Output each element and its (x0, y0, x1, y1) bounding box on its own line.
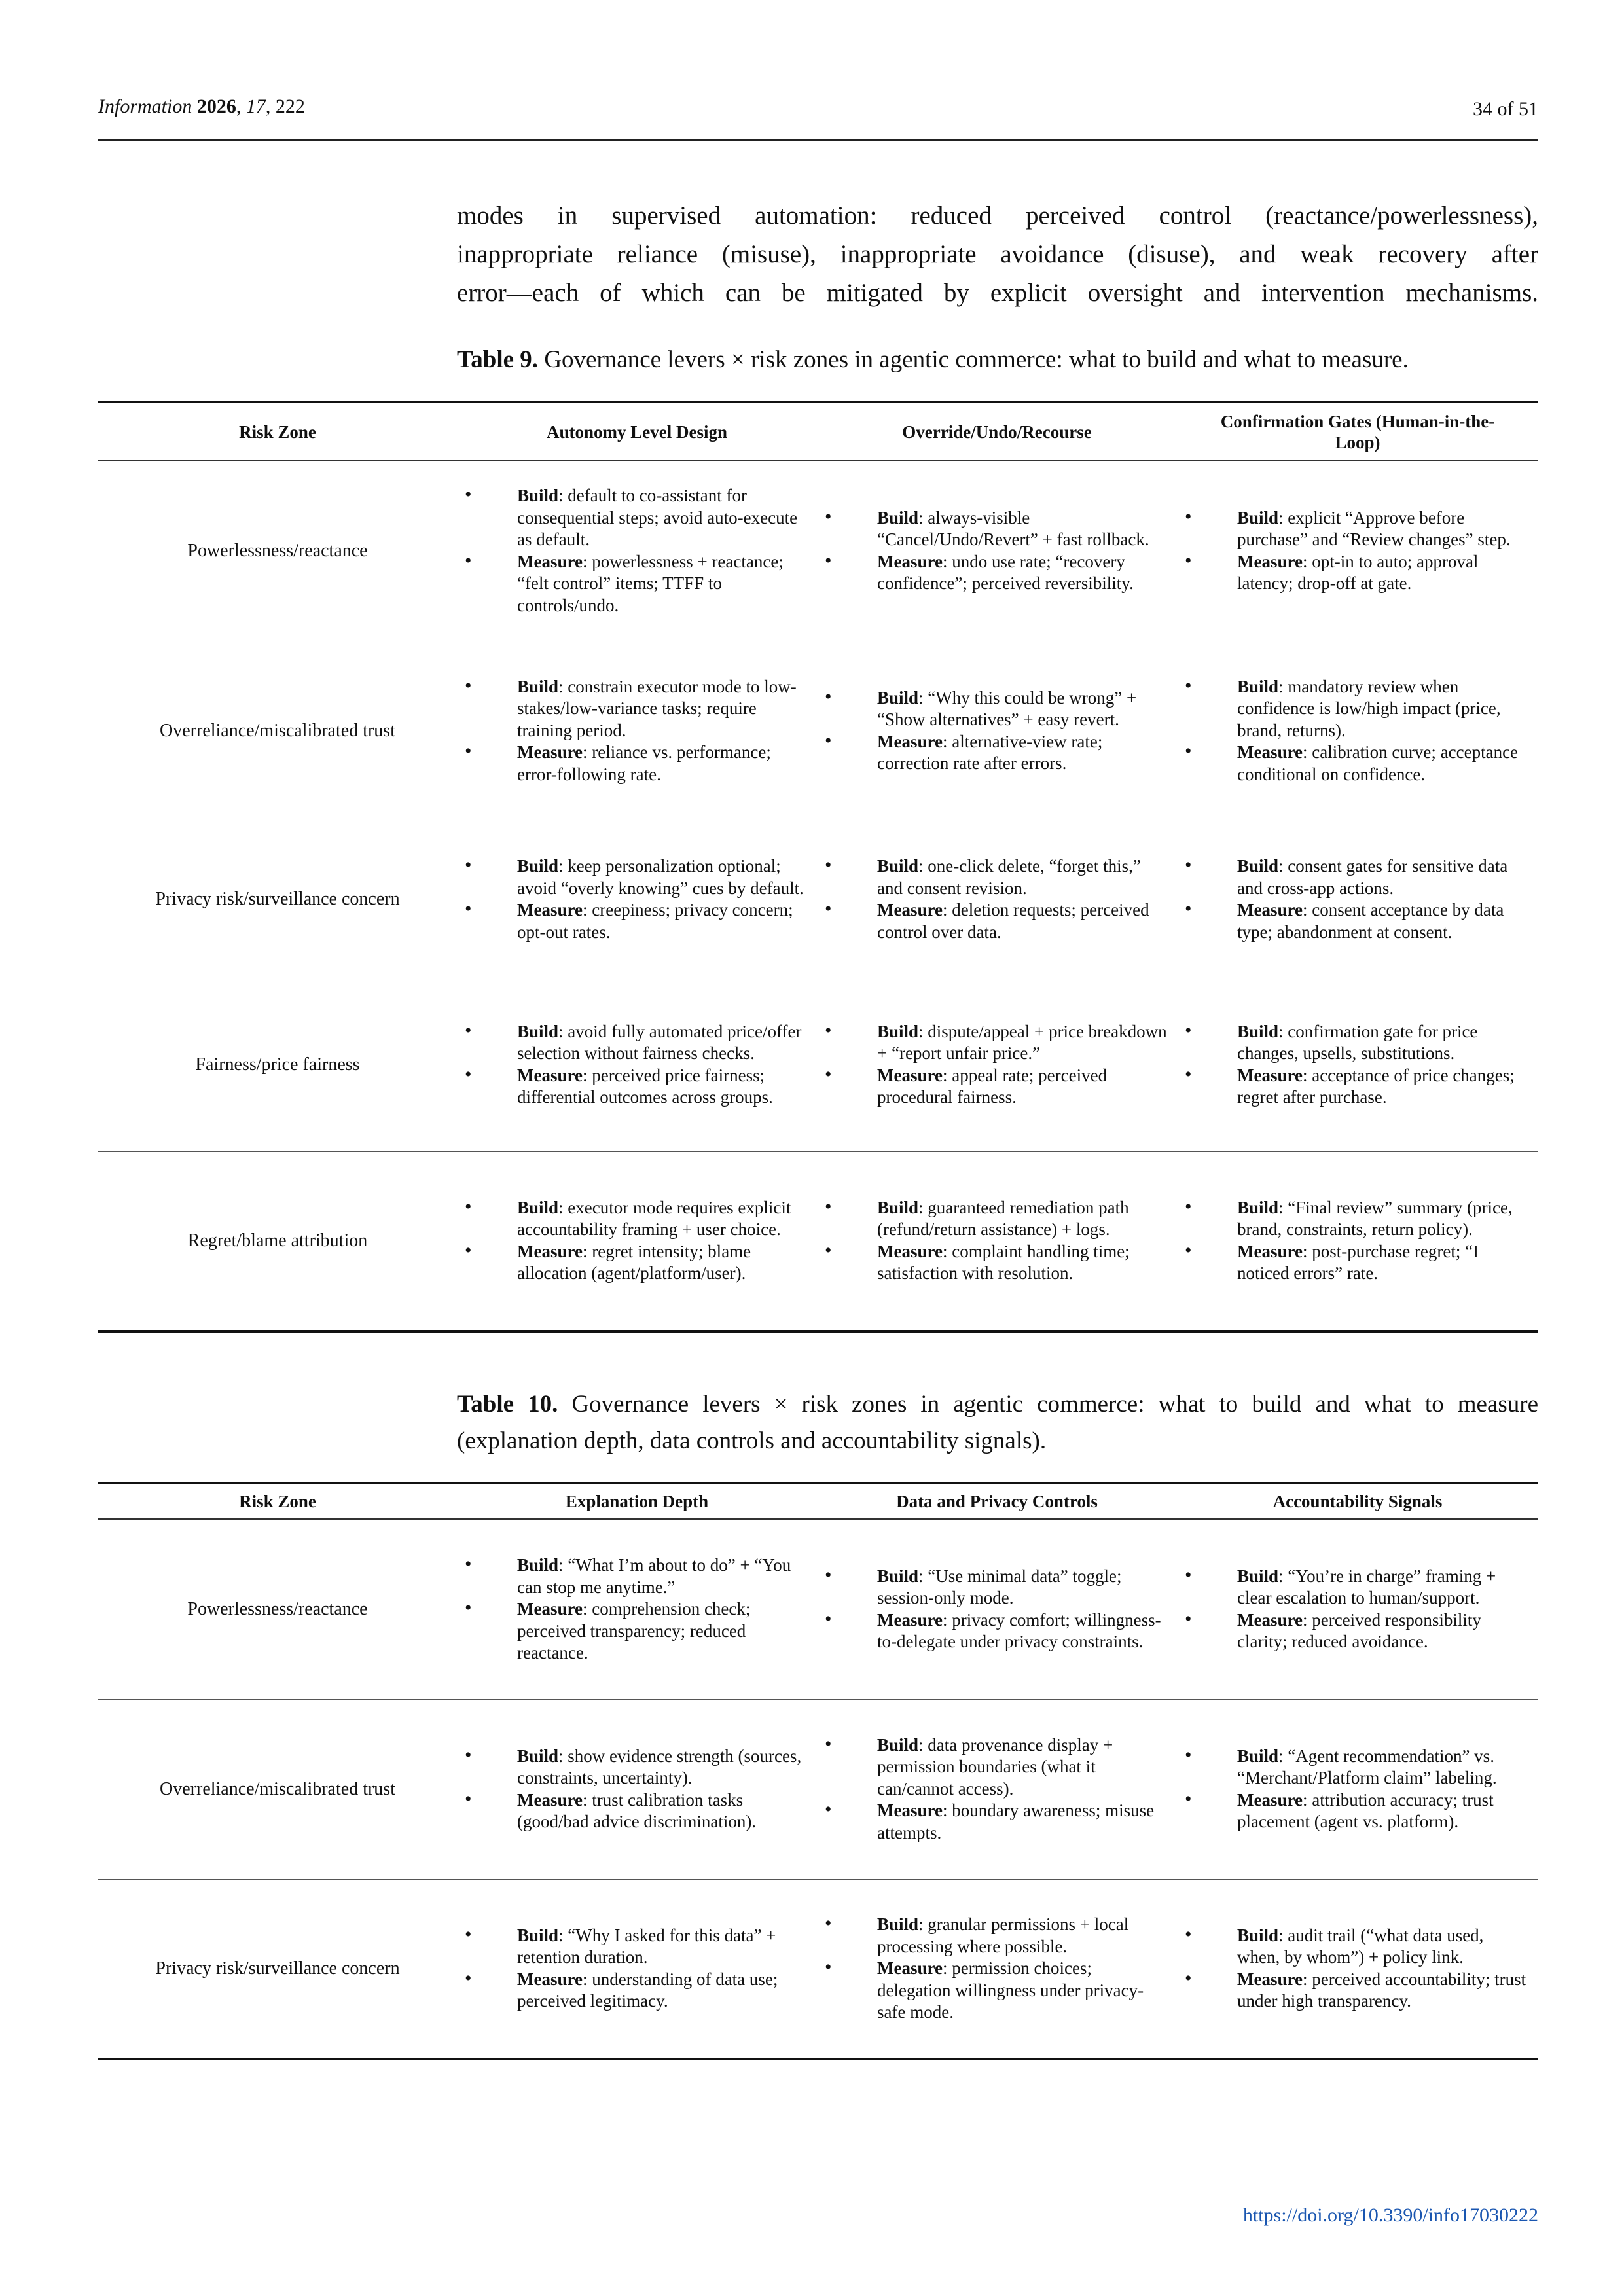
bullet-text: : acceptance of price changes; regret after purchase. (1237, 1065, 1515, 1107)
bullet-list (1185, 1566, 1530, 1653)
bullet-text: : guaranteed remediation path (refund/return assistance) + logs. (877, 1197, 1129, 1240)
table-cell (457, 461, 817, 641)
bullet-keyword: Build (1237, 856, 1279, 876)
table-cell (457, 641, 817, 821)
bullet-text: : dispute/appeal + price breakdown + “report unfair price.” (877, 1021, 1167, 1063)
bullet-text: : privacy comfort; willingness-to-delegate under privacy constraints. (877, 1609, 1161, 1652)
table9-header-row (98, 402, 1538, 461)
bullet-text: : comprehension check; perceived transparency; reduced reactance. (517, 1599, 751, 1662)
bullet-list (825, 1566, 1169, 1653)
table9-label: Table 9. (457, 346, 539, 373)
bullet-item (465, 1598, 809, 1664)
bullet-text: : constrain executor mode to low-stakes/low-variance tasks; require training period. (517, 676, 797, 740)
bullet-list (1185, 1197, 1530, 1285)
bullet-keyword: Build (877, 1914, 919, 1934)
bullet-item (825, 1609, 1169, 1653)
bullet-list (465, 1554, 809, 1664)
bullet-text: : data provenance display + permission boundaries (what it can/cannot access). (877, 1734, 1113, 1799)
table-cell (1177, 641, 1538, 821)
bullet-item (1185, 1241, 1530, 1285)
bullet-item (1185, 1021, 1530, 1065)
bullet-item (825, 1958, 1169, 2024)
bullet-item (1185, 1065, 1530, 1109)
bullet-keyword: Measure (517, 1789, 583, 1810)
bullet-keyword: Build (1237, 507, 1279, 528)
bullet-keyword: Build (517, 1925, 559, 1945)
bullet-item (465, 1925, 809, 1969)
bullet-item (825, 855, 1169, 899)
bullet-keyword: Build (1237, 1925, 1279, 1945)
bullet-item (465, 1789, 809, 1833)
bullet-text: : default to co-assistant for consequential steps; avoid auto-execute as default. (517, 486, 798, 550)
bullet-item (1185, 551, 1530, 595)
table-cell (817, 821, 1177, 978)
bullet-keyword: Build (877, 856, 919, 876)
risk-zone-cell: Regret/blame attribution (98, 1151, 457, 1331)
bullet-list (1185, 507, 1530, 595)
bullet-item (465, 676, 809, 742)
bullet-text: : regret intensity; blame allocation (agent/platform/user). (517, 1241, 751, 1283)
bullet-text: : mandatory review when confidence is low/high impact (price, brand, returns). (1237, 676, 1501, 740)
table10-header-risk-zone: Risk Zone (98, 1483, 457, 1519)
risk-zone-cell: Privacy risk/surveillance concern (98, 1879, 457, 2059)
bullet-item (825, 1566, 1169, 1609)
bullet-list (1185, 1925, 1530, 2013)
bullet-item (825, 731, 1169, 775)
bullet-keyword: Measure (517, 1241, 583, 1261)
bullet-item (465, 1065, 809, 1109)
bullet-list (825, 1914, 1169, 2024)
running-header: Information 2026, 17, 222 (98, 96, 305, 117)
risk-zone-cell: Powerlessness/reactance (98, 1519, 457, 1699)
bullet-keyword: Measure (1237, 1609, 1303, 1630)
table-row (98, 1151, 1538, 1331)
doi-link[interactable]: https://doi.org/10.3390/info17030222 (1242, 2204, 1538, 2226)
bullet-item (1185, 855, 1530, 899)
table-cell (817, 1699, 1177, 1879)
table-row (98, 1519, 1538, 1699)
bullet-keyword: Measure (1237, 1065, 1303, 1085)
table-cell (1177, 821, 1538, 978)
bullet-text: : perceived price fairness; differential outcomes across groups. (517, 1065, 773, 1107)
table-cell (817, 1879, 1177, 2059)
bullet-text: : “Use minimal data” toggle; session-only mode. (877, 1566, 1122, 1608)
bullet-keyword: Build (1237, 1197, 1279, 1217)
bullet-keyword: Measure (877, 1609, 943, 1630)
bullet-keyword: Build (517, 676, 559, 696)
bullet-item (825, 687, 1169, 731)
table-cell (817, 1519, 1177, 1699)
bullet-item (1185, 1925, 1530, 1969)
bullet-item (825, 1914, 1169, 1958)
bullet-item (465, 1746, 809, 1789)
bullet-keyword: Measure (517, 742, 583, 762)
bullet-text: : “Why this could be wrong” + “Show alternatives” + easy revert. (877, 687, 1137, 729)
bullet-text: : keep personalization optional; avoid “overly knowing” cues by default. (517, 856, 804, 898)
journal-year: 2026 (196, 96, 236, 117)
bullet-item (1185, 1609, 1530, 1653)
bullet-item (465, 1021, 809, 1065)
table-cell (817, 978, 1177, 1151)
bullet-text: : attribution accuracy; trust placement (agent vs. platform). (1237, 1789, 1494, 1831)
bullet-list (465, 1925, 809, 2013)
table9-header-risk-zone: Risk Zone (98, 402, 457, 461)
risk-zone-cell: Overreliance/miscalibrated trust (98, 1699, 457, 1879)
bullet-item (825, 1197, 1169, 1241)
bullet-item (465, 899, 809, 943)
bullet-list (825, 1734, 1169, 1844)
table-cell (817, 641, 1177, 821)
bullet-keyword: Measure (517, 1969, 583, 1989)
table-cell (817, 1151, 1177, 1331)
bullet-text: : show evidence strength (sources, constraints, uncertainty). (517, 1746, 802, 1787)
bullet-keyword: Measure (877, 731, 943, 751)
bullet-list (465, 855, 809, 943)
bullet-list (825, 855, 1169, 943)
bullet-text: : perceived responsibility clarity; reduced avoidance. (1237, 1609, 1481, 1652)
bullet-text: : “Agent recommendation” vs. “Merchant/Platform claim” labeling. (1237, 1746, 1497, 1787)
table9-caption-text: Governance levers × risk zones in agentic commerce: what to build and what to measure. (544, 346, 1409, 373)
bullet-text: : complaint handling time; satisfaction with resolution. (877, 1241, 1130, 1283)
bullet-list (1185, 855, 1530, 943)
bullet-text: : always-visible “Cancel/Undo/Revert” + fast rollback. (877, 507, 1149, 550)
bullet-keyword: Build (877, 1197, 919, 1217)
bullet-keyword: Build (877, 687, 919, 708)
table-cell (817, 461, 1177, 641)
bullet-item (1185, 899, 1530, 943)
bullet-keyword: Measure (877, 1241, 943, 1261)
bullet-text: : “You’re in charge” framing + clear escalation to human/support. (1237, 1566, 1496, 1608)
table-cell (457, 1151, 817, 1331)
table-cell (457, 978, 817, 1151)
header-divider (98, 139, 1538, 141)
bullet-text: : one-click delete, “forget this,” and consent revision. (877, 856, 1141, 898)
table-cell (1177, 1519, 1538, 1699)
bullet-keyword: Measure (877, 1801, 943, 1821)
bullet-keyword: Measure (877, 551, 943, 571)
table10-caption-text: Governance levers × risk zones in agentic commerce: what to build and what to measure (explanation depth, data controls and accountability signals). (457, 1391, 1539, 1454)
bullet-list (1185, 1021, 1530, 1109)
table10-caption (457, 1386, 1538, 1460)
bullet-text: : reliance vs. performance; error-following rate. (517, 742, 771, 784)
table10-header-accountability: Accountability Signals (1177, 1483, 1538, 1519)
bullet-keyword: Measure (877, 900, 943, 920)
bullet-keyword: Build (1237, 1566, 1279, 1586)
bullet-list (465, 676, 809, 786)
table-cell (457, 1699, 817, 1879)
table-row (98, 461, 1538, 641)
table-cell (1177, 1699, 1538, 1879)
table9-header-override: Override/Undo/Recourse (817, 402, 1177, 461)
page-number: 34 of 51 (1473, 98, 1538, 120)
bullet-keyword: Measure (517, 900, 583, 920)
bullet-keyword: Measure (1237, 1789, 1303, 1810)
bullet-text: : executor mode requires explicit accountability framing + user choice. (517, 1197, 791, 1240)
bullet-text: : confirmation gate for price changes, upsells, substitutions. (1237, 1021, 1478, 1063)
journal-volume: 17 (245, 96, 266, 117)
bullet-text: : granular permissions + local processing where possible. (877, 1914, 1129, 1956)
bullet-text: : perceived accountability; trust under high transparency. (1237, 1969, 1526, 2011)
table-cell (1177, 1151, 1538, 1331)
table-cell (1177, 1879, 1538, 2059)
bullet-text: : powerlessness + reactance; “felt control” items; TTFF to controls/undo. (517, 551, 784, 615)
bullet-item (825, 1065, 1169, 1109)
bullet-text: : appeal rate; perceived procedural fairness. (877, 1065, 1108, 1107)
bullet-keyword: Measure (517, 1599, 583, 1619)
table-row (98, 1699, 1538, 1879)
risk-zone-cell: Fairness/price fairness (98, 978, 457, 1151)
table-row (98, 1879, 1538, 2059)
bullet-keyword: Build (877, 1021, 919, 1041)
bullet-text: : boundary awareness; misuse attempts. (877, 1801, 1155, 1842)
risk-zone-cell: Powerlessness/reactance (98, 461, 457, 641)
bullet-list (825, 687, 1169, 775)
bullet-item (1185, 676, 1530, 742)
bullet-item (465, 1554, 809, 1598)
bullet-text: : consent acceptance by data type; abandonment at consent. (1237, 900, 1504, 942)
table-row (98, 978, 1538, 1151)
bullet-item (465, 551, 809, 617)
bullet-item (825, 507, 1169, 551)
bullet-keyword: Measure (1237, 1241, 1303, 1261)
table10-header-data-privacy: Data and Privacy Controls (817, 1483, 1177, 1519)
bullet-keyword: Build (517, 1197, 559, 1217)
table-row (98, 821, 1538, 978)
bullet-text: : creepiness; privacy concern; opt-out rates. (517, 900, 793, 942)
bullet-item (1185, 1566, 1530, 1609)
bullet-text: : deletion requests; perceived control over data. (877, 900, 1149, 942)
bullet-keyword: Build (517, 856, 559, 876)
journal-name: Information (98, 96, 192, 117)
bullet-item (1185, 1746, 1530, 1789)
bullet-list (1185, 676, 1530, 786)
bullet-item (825, 1241, 1169, 1285)
table-9 (98, 401, 1538, 1333)
bullet-text: : trust calibration tasks (good/bad advice discrimination). (517, 1789, 757, 1831)
bullet-keyword: Measure (1237, 742, 1303, 762)
bullet-list (465, 1021, 809, 1109)
bullet-item (825, 1734, 1169, 1801)
bullet-text: : “Why I asked for this data” + retention duration. (517, 1925, 776, 1967)
bullet-list (465, 1197, 809, 1285)
bullet-keyword: Build (517, 1746, 559, 1766)
bullet-item (465, 742, 809, 785)
bullet-item (1185, 742, 1530, 785)
table9-header-autonomy: Autonomy Level Design (457, 402, 817, 461)
bullet-keyword: Build (877, 507, 919, 528)
table-cell (457, 1879, 817, 2059)
table10-label: Table 10. (457, 1391, 558, 1418)
bullet-item (465, 1969, 809, 2013)
bullet-text: : permission choices; delegation willingness under privacy-safe mode. (877, 1958, 1144, 2022)
bullet-keyword: Measure (1237, 900, 1303, 920)
table9-caption (457, 342, 1538, 378)
bullet-keyword: Build (517, 1555, 559, 1575)
body-line: error—each of which can be mitigated by explicit oversight and intervention mechanisms. (457, 279, 1538, 307)
bullet-keyword: Build (1237, 1746, 1279, 1766)
bullet-text: : opt-in to auto; approval latency; drop-off at gate. (1237, 551, 1479, 594)
bullet-text: : audit trail (“what data used, when, by whom”) + policy link. (1237, 1925, 1484, 1967)
bullet-list (825, 507, 1169, 595)
table-10 (98, 1482, 1538, 2060)
bullet-keyword: Build (517, 486, 559, 506)
bullet-item (465, 855, 809, 899)
bullet-item (825, 1021, 1169, 1065)
table10-header-row (98, 1483, 1538, 1519)
bullet-keyword: Measure (1237, 1969, 1303, 1989)
bullet-item (465, 1197, 809, 1241)
table10-header-explanation: Explanation Depth (457, 1483, 817, 1519)
bullet-text: : alternative-view rate; correction rate after errors. (877, 731, 1103, 773)
bullet-keyword: Build (517, 1021, 559, 1041)
bullet-keyword: Measure (1237, 551, 1303, 571)
bullet-keyword: Build (877, 1566, 919, 1586)
bullet-text: : avoid fully automated price/offer selection without fairness checks. (517, 1021, 802, 1063)
bullet-item (825, 551, 1169, 595)
bullet-keyword: Measure (877, 1958, 943, 1978)
table-cell (457, 821, 817, 978)
risk-zone-cell: Overreliance/miscalibrated trust (98, 641, 457, 821)
bullet-keyword: Build (1237, 1021, 1279, 1041)
body-line: modes in supervised automation: reduced perceived control (reactance/powerlessness), (457, 202, 1538, 230)
article-number: 222 (275, 96, 305, 117)
bullet-keyword: Build (1237, 676, 1279, 696)
bullet-item (465, 1241, 809, 1285)
bullet-keyword: Build (877, 1734, 919, 1755)
table9-header-confirmation: Confirmation Gates (Human-in-the-Loop) (1177, 402, 1538, 461)
body-paragraph (457, 196, 1538, 312)
bullet-text: : consent gates for sensitive data and cross-app actions. (1237, 856, 1508, 898)
table-cell (1177, 978, 1538, 1151)
bullet-item (1185, 507, 1530, 551)
bullet-item (1185, 1969, 1530, 2013)
bullet-list (1185, 1746, 1530, 1833)
bullet-item (1185, 1789, 1530, 1833)
bullet-text: : “Final review” summary (price, brand, constraints, return policy). (1237, 1197, 1513, 1240)
bullet-text: : explicit “Approve before purchase” and “Review changes” step. (1237, 507, 1511, 550)
bullet-text: : calibration curve; acceptance conditional on confidence. (1237, 742, 1519, 784)
bullet-text: : “What I’m about to do” + “You can stop me anytime.” (517, 1555, 791, 1597)
bullet-item (825, 899, 1169, 943)
bullet-item (465, 485, 809, 551)
table-row (98, 641, 1538, 821)
bullet-text: : understanding of data use; perceived legitimacy. (517, 1969, 778, 2011)
bullet-text: : undo use rate; “recovery confidence”; perceived reversibility. (877, 551, 1134, 594)
bullet-keyword: Measure (517, 551, 583, 571)
bullet-keyword: Measure (877, 1065, 943, 1085)
table-cell (457, 1519, 817, 1699)
bullet-list (465, 485, 809, 617)
bullet-item (1185, 1197, 1530, 1241)
bullet-item (825, 1800, 1169, 1844)
bullet-list (465, 1746, 809, 1833)
bullet-keyword: Measure (517, 1065, 583, 1085)
table-cell (1177, 461, 1538, 641)
risk-zone-cell: Privacy risk/surveillance concern (98, 821, 457, 978)
bullet-list (825, 1021, 1169, 1109)
body-line: inappropriate reliance (misuse), inappropriate avoidance (disuse), and weak recovery after (457, 240, 1538, 268)
bullet-list (825, 1197, 1169, 1285)
bullet-text: : post-purchase regret; “I noticed errors” rate. (1237, 1241, 1479, 1283)
